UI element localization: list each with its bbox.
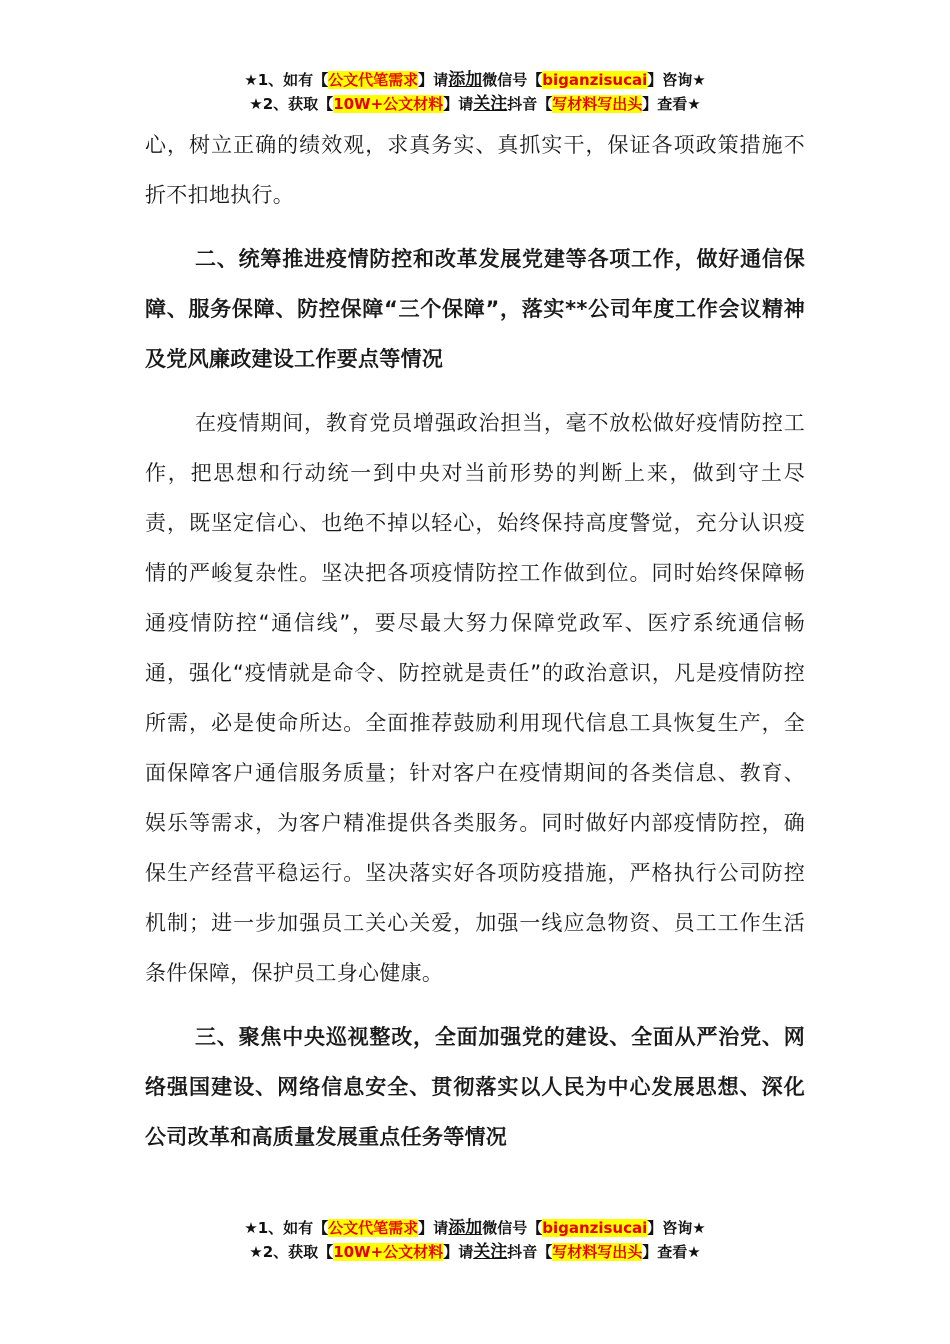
- banner-text: 】咨询: [647, 1219, 693, 1237]
- star-icon: ★: [687, 95, 701, 113]
- emphasis-add: 添加: [448, 70, 483, 90]
- star-icon: ★: [244, 1219, 258, 1237]
- star-icon: ★: [249, 95, 263, 113]
- highlight-douyin-account: 写材料写出头: [552, 95, 643, 113]
- paragraph-continued: 心，树立正确的绩效观，求真务实、真抓实干，保证各项政策措施不折不扣地执行。: [145, 133, 805, 207]
- banner-text: 微信号【: [482, 71, 543, 89]
- section-heading-2: 二、统筹推进疫情防控和改革发展党建等各项工作，做好通信保障、服务保障、防控保障“三个保障”，落实**公司年度工作会议精神及党风廉政建设工作要点等情况: [145, 247, 805, 371]
- star-icon: ★: [687, 1243, 701, 1261]
- star-icon: ★: [244, 71, 258, 89]
- banner-text: 微信号【: [482, 1219, 543, 1237]
- banner-line-2: [0, 92, 950, 116]
- highlight-wechat-id: biganzisucai: [542, 71, 648, 89]
- banner-text: 】查看: [642, 1243, 688, 1261]
- top-banner: [0, 68, 950, 116]
- banner-line-1: [0, 68, 950, 92]
- banner-text: 抖音【: [507, 95, 553, 113]
- banner-text: 抖音【: [507, 1243, 553, 1261]
- star-icon: ★: [249, 1243, 263, 1261]
- star-icon: ★: [692, 1219, 706, 1237]
- highlight-materials: 10W+公文材料: [333, 1243, 444, 1261]
- highlight-ghostwriting: 公文代笔需求: [328, 1219, 419, 1237]
- banner-text: 】请: [418, 1219, 449, 1237]
- banner-text: 2、获取【: [262, 1243, 334, 1261]
- emphasis-follow: 关注: [473, 94, 508, 114]
- banner-line-1: [0, 1216, 950, 1240]
- banner-text: 1、如有【: [257, 71, 329, 89]
- highlight-materials: 10W+公文材料: [333, 95, 444, 113]
- highlight-ghostwriting: 公文代笔需求: [328, 71, 419, 89]
- highlight-wechat-id: biganzisucai: [542, 1219, 648, 1237]
- banner-text: 】请: [443, 1243, 474, 1261]
- banner-line-2: [0, 1240, 950, 1264]
- star-icon: ★: [692, 71, 706, 89]
- bottom-banner: [0, 1216, 950, 1264]
- banner-text: 1、如有【: [257, 1219, 329, 1237]
- banner-text: 】查看: [642, 95, 688, 113]
- banner-text: 】请: [443, 95, 474, 113]
- banner-text: 2、获取【: [262, 95, 334, 113]
- banner-text: 】咨询: [647, 71, 693, 89]
- section-heading-3: 三、聚焦中央巡视整改，全面加强党的建设、全面从严治党、网络强国建设、网络信息安全、贯彻落实以人民为中心发展思想、深化公司改革和高质量发展重点任务等情况: [145, 1025, 805, 1149]
- banner-text: 】请: [418, 71, 449, 89]
- highlight-douyin-account: 写材料写出头: [552, 1243, 643, 1261]
- emphasis-add: 添加: [448, 1218, 483, 1238]
- emphasis-follow: 关注: [473, 1242, 508, 1262]
- paragraph-section-2: 在疫情期间，教育党员增强政治担当，毫不放松做好疫情防控工作，把思想和行动统一到中央对当前形势的判断上来，做到守土尽责，既坚定信心、也绝不掉以轻心，始终保持高度警觉，充分认识疫情的严峻复杂性。坚决把各项疫情防控工作做到位。同时始终保障畅通疫情防控“通信线”，要尽最大努力保障党政军、医疗系统通信畅通，强化“疫情就是命令、防控就是责任”的政治意识，凡是疫情防控所需，必是使命所达。全面推荐鼓励利用现代信息工具恢复生产，全面保障客户通信服务质量；针对客户在疫情期间的各类信息、教育、娱乐等需求，为客户精准提供各类服务。同时做好内部疫情防控，确保生产经营平稳运行。坚决落实好各项防疫措施，严格执行公司防控机制；进一步加强员工关心关爱，加强一线应急物资、员工工作生活条件保障，保护员工身心健康。: [145, 411, 805, 985]
- document-body: [145, 120, 805, 1162]
